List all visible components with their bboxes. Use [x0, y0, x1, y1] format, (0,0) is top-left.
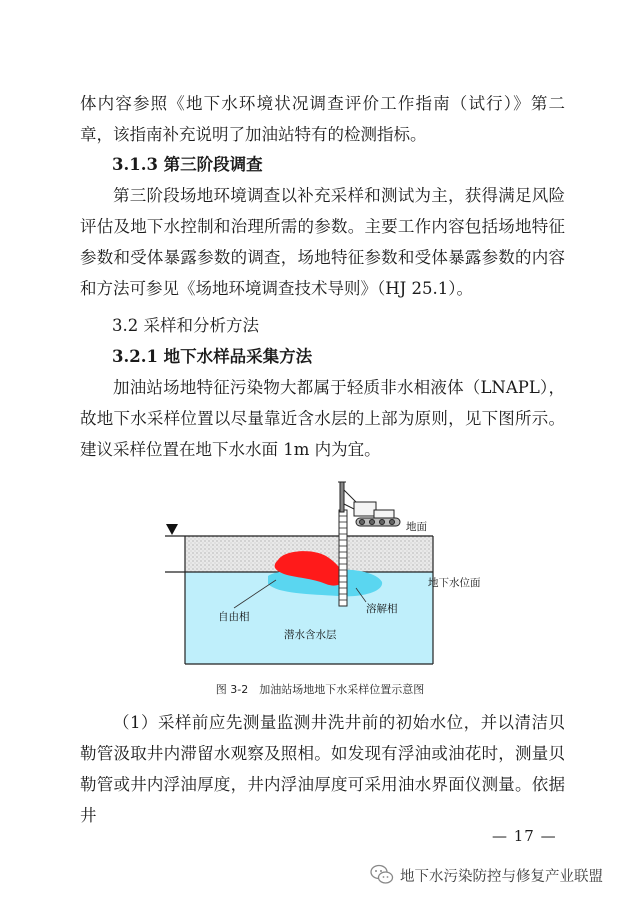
- label-dissolved-phase: 溶解相: [366, 603, 398, 615]
- heading-3-1-3: 3.1.3 第三阶段调查: [112, 155, 263, 174]
- paragraph-intro: 体内容参照《地下水环境状况调查评价工作指南（试行）》第二章，该指南补充说明了加油站特有的检测指标。: [80, 94, 565, 144]
- heading-3-2: 3.2 采样和分析方法: [112, 316, 259, 335]
- label-aquifer: 潜水含水层: [284, 629, 337, 641]
- water-level-triangle-icon: [166, 524, 178, 535]
- label-free-phase: 自由相: [218, 611, 250, 623]
- page-number: — 17 —: [492, 827, 557, 845]
- heading-3-2-1: 3.2.1 地下水样品采集方法: [112, 347, 313, 366]
- watermark: [370, 862, 603, 888]
- label-water-table: 地下水位面: [428, 577, 480, 589]
- watermark-text: 地下水污染防控与修复产业联盟: [400, 868, 603, 885]
- label-ground: 地面: [406, 521, 427, 533]
- paragraph-sampling-step-1: （1）采样前应先测量监测井洗井前的初始水位，并以清洁贝勒管汲取井内滞留水观察及照相。如发现有浮油或油花时，测量贝勒管或井内浮油厚度，井内浮油厚度可采用油水界面仪测量。依据井: [80, 713, 565, 825]
- groundwater-sampling-diagram: [160, 480, 480, 676]
- figure-caption: 图 3-2 加油站场地地下水采样位置示意图: [215, 683, 425, 696]
- wechat-icon: [370, 864, 394, 886]
- paragraph-stage-three: 第三阶段场地环境调查以补充采样和测试为主，获得满足风险评估及地下水控制和治理所需的参数。主要工作内容包括场地特征参数和受体暴露参数的调查，场地特征参数和受体暴露参数的内容和方法可参见《场地环境调查技术导则》（HJ 25.1）。: [80, 186, 565, 298]
- paragraph-groundwater-sampling: 加油站场地特征污染物大都属于轻质非水相液体（LNAPL），故地下水采样位置以尽量靠近含水层的上部为原则，见下图所示。建议采样位置在地下水水面 1m 内为宜。: [80, 378, 565, 459]
